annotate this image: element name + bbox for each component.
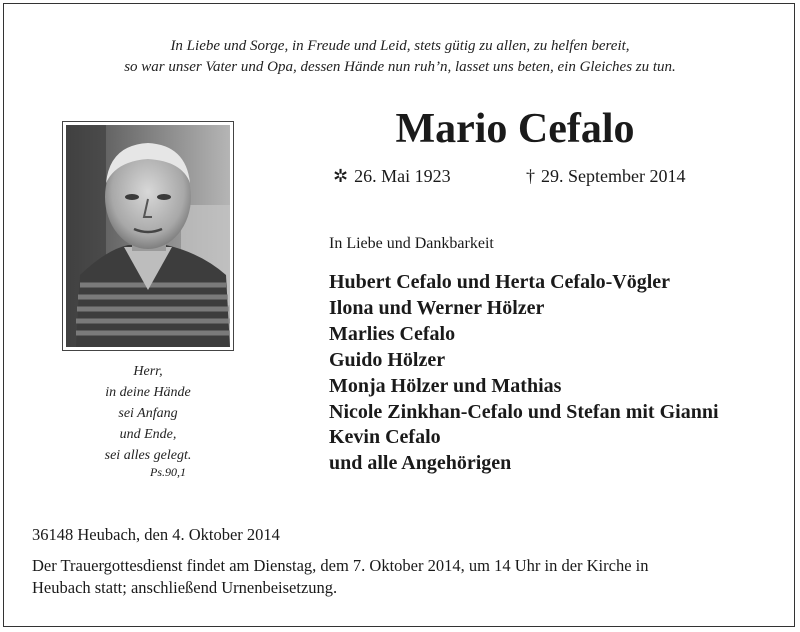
death-date — [526, 165, 685, 187]
deceased-name: Mario Cefalo — [395, 106, 635, 152]
service-line-2: Heubach statt; anschließend Urnenbeisetzung. — [32, 578, 338, 597]
mourner-name: Ilona und Werner Hölzer — [329, 296, 545, 319]
verse-line: und Ende, — [119, 427, 177, 442]
service-info — [32, 555, 782, 599]
portrait-frame — [62, 121, 234, 351]
verse-line: Herr, — [133, 364, 163, 379]
birth-date-text: 26. Mai 1923 — [354, 166, 451, 186]
service-line-1: Der Trauergottesdienst findet am Dienstag, dem 7. Oktober 2014, um 14 Uhr in der Kirche in — [32, 556, 649, 575]
mourner-name: Kevin Cefalo — [329, 426, 441, 449]
mourners-list — [329, 270, 719, 477]
death-cross-icon: † — [526, 166, 535, 186]
mourner-name: Nicole Zinkhan-Cefalo und Stefan mit Gianni — [329, 400, 719, 423]
verse-line: sei alles gelegt. — [104, 448, 192, 463]
verse-line: in deine Hände — [105, 385, 191, 400]
mourner-name: und alle Angehörigen — [329, 452, 512, 475]
verse-line: sei Anfang — [118, 406, 178, 421]
mourner-name: Monja Hölzer und Mathias — [329, 374, 562, 397]
mourner-name: Guido Hölzer — [329, 348, 446, 371]
death-date-text: 29. September 2014 — [541, 166, 686, 186]
motto-line-1: In Liebe und Sorge, in Freude und Leid, stets gütig zu allen, zu helfen bereit, — [170, 38, 630, 54]
motto-line-2: so war unser Vater und Opa, dessen Hände nun ruh’n, lasset uns beten, ein Gleiches zu tun. — [124, 59, 676, 75]
mourner-name: Marlies Cefalo — [329, 322, 456, 345]
mourners-intro: In Liebe und Dankbarkeit — [329, 235, 494, 252]
mourner-name: Hubert Cefalo und Herta Cefalo-Vögler — [329, 271, 671, 293]
verse-reference: Ps.90,1 — [150, 465, 186, 479]
portrait-photo — [66, 125, 230, 347]
motto — [0, 36, 800, 78]
bible-verse — [62, 361, 234, 466]
birth-star-icon: ✲ — [333, 166, 349, 186]
place-and-date: 36148 Heubach, den 4. Oktober 2014 — [32, 525, 280, 544]
portrait-image — [66, 125, 230, 347]
birth-date — [333, 165, 451, 187]
